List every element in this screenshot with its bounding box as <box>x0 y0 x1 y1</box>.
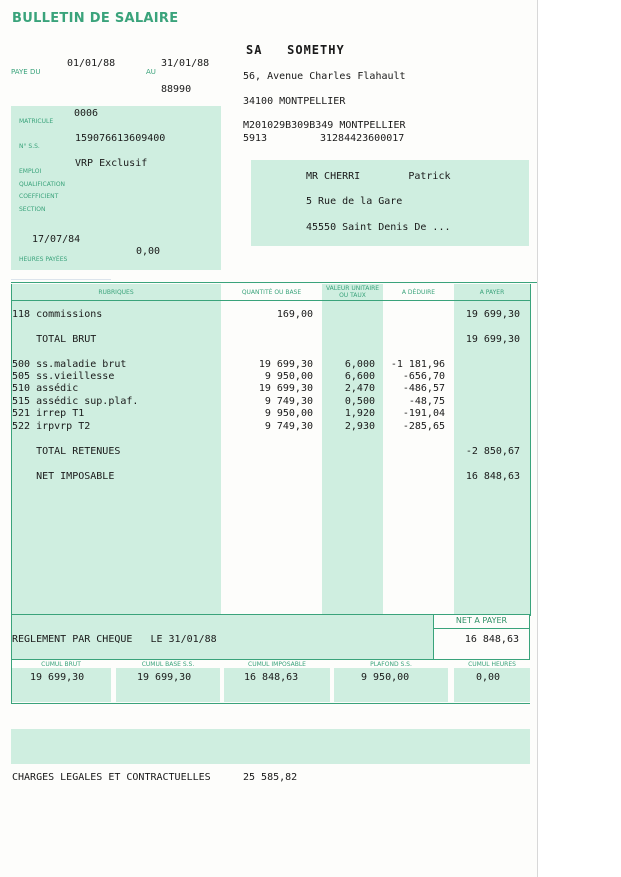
plafond-value: 9 950,00 <box>361 672 410 683</box>
row-qty: 9 749,30 <box>264 421 313 432</box>
row-qty: 9 749,30 <box>264 396 313 407</box>
row-qty: 19 699,30 <box>258 359 313 370</box>
cumul-heures-label: CUMUL HEURES <box>468 661 516 668</box>
heures-value: 0,00 <box>136 246 161 257</box>
row-pay: -2 850,67 <box>465 446 520 457</box>
row-pay: 19 699,30 <box>465 334 520 345</box>
row-deduct: -48,75 <box>408 396 445 407</box>
entry-date: 17/07/84 <box>32 234 81 245</box>
company-code-1: 5913 <box>243 133 268 144</box>
qualification-label: QUALIFICATION <box>19 181 66 188</box>
bottom-band <box>11 729 530 764</box>
row-deduct: -285,65 <box>402 421 445 432</box>
period-code: 88990 <box>161 84 192 95</box>
row-rate: 1,920 <box>344 408 375 419</box>
row-pay: 16 848,63 <box>465 471 520 482</box>
header-quantite: QUANTITÉ OU BASE <box>241 289 302 296</box>
row-label: 510 assédic <box>12 383 79 394</box>
cumul-bottom-rule <box>11 703 530 704</box>
row-label: 500 ss.maladie brut <box>12 359 127 370</box>
row-qty: 9 950,00 <box>264 371 313 382</box>
matricule-label: MATRICULE <box>19 118 54 125</box>
header-valeur: VALEUR UNITAIRE <box>325 285 380 292</box>
col-taux-fill <box>322 284 383 614</box>
coefficient-label: COEFFICIENT <box>19 193 59 200</box>
plafond-label: PLAFOND S.S. <box>370 661 412 668</box>
cumul-brut-label: CUMUL BRUT <box>41 661 81 668</box>
cumul-base-label: CUMUL BASE S.S. <box>141 661 195 668</box>
row-label: 118 commissions <box>12 309 103 320</box>
header-deduire: A DÉDUIRE <box>401 289 436 296</box>
cumul-base-value: 19 699,30 <box>137 672 192 683</box>
row-rate: 2,470 <box>344 383 375 394</box>
row-deduct: -656,70 <box>402 371 445 382</box>
sheet-edge <box>537 0 538 877</box>
row-rate: 6,000 <box>344 359 375 370</box>
row-label: TOTAL BRUT <box>12 334 97 345</box>
cumul-imposable-label: CUMUL IMPOSABLE <box>248 661 306 668</box>
header-taux: OU TAUX <box>339 292 366 299</box>
cumul-brut-value: 19 699,30 <box>30 672 85 683</box>
company-code-2: 31284423600017 <box>320 133 405 144</box>
printer-mark <box>11 279 111 280</box>
row-label: 522 irpvrp T2 <box>12 421 91 432</box>
ss-value: 159076613609400 <box>75 133 166 144</box>
document-title: BULLETIN DE SALAIRE <box>12 11 179 26</box>
row-deduct: -1 181,96 <box>390 359 445 370</box>
ss-label: N° S.S. <box>19 143 40 150</box>
company-id-line: M201029B309B349 MONTPELLIER <box>243 120 406 131</box>
payment-left-border <box>11 614 12 659</box>
charges-value: 25 585,82 <box>243 772 298 783</box>
section-label: SECTION <box>19 206 46 213</box>
row-qty: 169,00 <box>276 309 313 320</box>
heures-label: HEURES PAYÉES <box>19 256 68 263</box>
emploi-value: VRP Exclusif <box>75 158 148 169</box>
row-deduct: -486,57 <box>402 383 445 394</box>
row-qty: 19 699,30 <box>258 383 313 394</box>
charges-label: CHARGES LEGALES ET CONTRACTUELLES <box>12 772 211 783</box>
paye-du-label: PAYE DU <box>11 68 41 76</box>
period-to: 31/01/88 <box>161 58 210 69</box>
table-right-border <box>530 284 531 616</box>
period-from: 01/01/88 <box>67 58 116 69</box>
row-label: TOTAL RETENUES <box>12 446 121 457</box>
matricule-value: 0006 <box>74 108 99 119</box>
cumul-imposable-value: 16 848,63 <box>244 672 299 683</box>
row-rate: 2,930 <box>344 421 375 432</box>
company-name: SA SOMETHY <box>246 43 345 57</box>
row-deduct: -191,04 <box>402 408 445 419</box>
row-label: 505 ss.vieillesse <box>12 371 115 382</box>
reglement-text: REGLEMENT PAR CHEQUE LE 31/01/88 <box>12 634 217 645</box>
header-payer: A PAYER <box>479 289 505 296</box>
row-label: 515 assédic sup.plaf. <box>12 396 139 407</box>
row-label: NET IMPOSABLE <box>12 471 115 482</box>
payment-bottom-rule <box>11 659 530 660</box>
recipient-name: MR CHERRI Patrick <box>306 171 451 182</box>
table-top-rule <box>11 282 537 283</box>
recipient-street: 5 Rue de la Gare <box>306 196 403 207</box>
net-a-payer-value: 16 848,63 <box>464 634 519 645</box>
net-label-rule <box>433 628 530 629</box>
row-pay: 19 699,30 <box>465 309 520 320</box>
cumul-heures-value: 0,00 <box>476 672 501 683</box>
company-address-2: 34100 MONTPELLIER <box>243 96 346 107</box>
header-rubriques: RUBRIQUES <box>98 289 134 296</box>
net-a-payer-label: NET A PAYER <box>455 616 508 625</box>
row-label: 521 irrep T1 <box>12 408 85 419</box>
row-rate: 0,500 <box>344 396 375 407</box>
company-address-1: 56, Avenue Charles Flahault <box>243 71 406 82</box>
au-label: AU <box>146 68 156 76</box>
header-rule <box>11 300 530 301</box>
row-qty: 9 950,00 <box>264 408 313 419</box>
row-rate: 6,600 <box>344 371 375 382</box>
recipient-city: 45550 Saint Denis De ... <box>306 222 451 233</box>
emploi-label: EMPLOI <box>19 168 42 175</box>
